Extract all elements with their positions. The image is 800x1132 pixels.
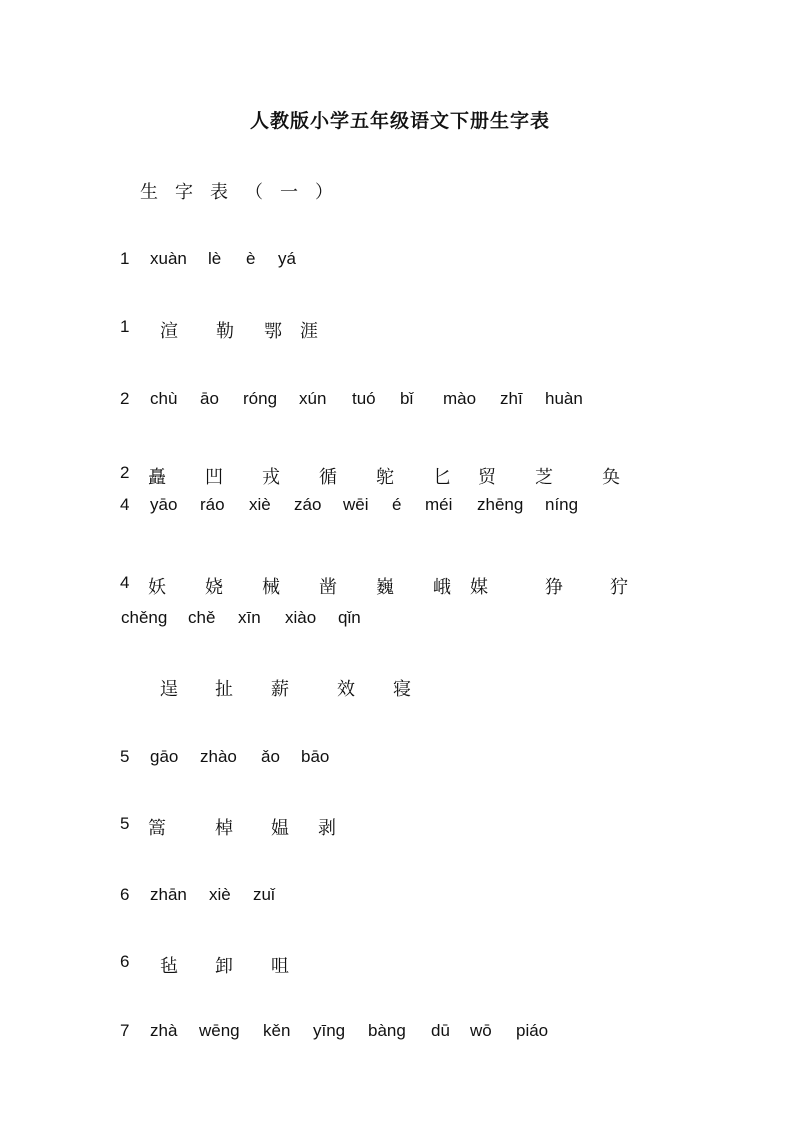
pinyin-item: ráo [200,495,225,514]
pinyin-item: xīn [238,608,261,627]
character-item: 扯 [215,679,233,700]
lesson-number: 6 [120,885,130,904]
character-item: 卸 [215,956,233,977]
document-title: 人教版小学五年级语文下册生字表 [249,110,550,132]
character-item: 循 [319,467,337,488]
character-item: 巍 [376,577,394,598]
pinyin-item: mào [443,389,477,408]
pinyin-item: ǎo [261,747,280,766]
character-item: 矗 [148,467,166,488]
pinyin-item: lè [208,249,222,268]
character-item: 凿 [319,577,337,598]
character-item: 逞 [160,679,178,700]
pinyin-item: yīng [313,1021,346,1040]
character-item: 鸵 [376,467,394,488]
character-item: 咀 [271,956,289,977]
pinyin-item: xún [299,389,327,408]
character-item: 贸 [478,467,496,488]
pinyin-row [0,608,800,634]
pinyin-row [0,1021,800,1047]
character-item: 械 [262,577,280,598]
pinyin-item: níng [545,495,579,514]
pinyin-item: chě [188,608,216,627]
character-item: 鄂 [264,321,282,342]
pinyin-item: āo [200,389,219,408]
pinyin-item: kěn [263,1021,291,1040]
character-item: 毡 [160,956,178,977]
pinyin-item: xiè [249,495,271,514]
character-item: 效 [337,679,355,700]
pinyin-item: è [246,249,256,268]
character-item: 娆 [205,577,223,598]
lesson-number: 1 [120,317,130,336]
hanzi-row [0,573,800,599]
pinyin-item: zhī [500,389,523,408]
lesson-number: 5 [120,747,130,766]
lesson-number: 5 [120,814,130,833]
character-item: 峨 [433,577,451,598]
character-item: 戎 [262,467,280,488]
pinyin-row [0,885,800,911]
lesson-number: 4 [120,573,130,592]
pinyin-item: xuàn [150,249,187,268]
character-item: 剥 [318,818,336,839]
pinyin-item: zhà [150,1021,178,1040]
pinyin-item: piáo [516,1021,549,1040]
pinyin-item: bǐ [400,389,414,408]
pinyin-row [0,249,800,275]
pinyin-item: qǐn [338,608,361,627]
pinyin-row [0,389,800,415]
pinyin-item: róng [243,389,278,408]
lesson-number: 2 [120,389,130,408]
pinyin-item: dū [431,1021,450,1040]
pinyin-item: yāo [150,495,178,514]
pinyin-item: zhào [200,747,237,766]
pinyin-item: yá [278,249,296,268]
pinyin-item: bàng [368,1021,406,1040]
character-item: 勒 [216,321,234,342]
pinyin-item: xiè [209,885,231,904]
lesson-number: 4 [120,495,130,514]
pinyin-item: é [392,495,402,514]
lesson-number: 7 [120,1021,130,1040]
section-heading: 生字表（一） [140,182,350,203]
character-item: 妖 [148,577,166,598]
pinyin-item: méi [425,495,453,514]
character-item: 奂 [602,467,620,488]
character-item: 棹 [215,818,233,839]
pinyin-item: zuǐ [253,885,275,904]
hanzi-row [0,317,800,343]
pinyin-item: bāo [301,747,330,766]
character-item: 匕 [433,467,451,488]
character-item: 狞 [610,577,628,598]
lesson-number: 1 [120,249,130,268]
character-item: 凹 [205,467,223,488]
pinyin-item: tuó [352,389,376,408]
hanzi-row [0,675,800,701]
pinyin-item: wēi [343,495,369,514]
hanzi-row [0,952,800,978]
pinyin-item: zhān [150,885,187,904]
pinyin-item: záo [294,495,322,514]
lesson-number: 6 [120,952,130,971]
pinyin-item: gāo [150,747,179,766]
character-item: 寝 [393,679,411,700]
lesson-number: 2 [120,463,130,482]
character-item: 涯 [300,321,318,342]
hanzi-row [0,463,800,489]
pinyin-item: chěng [121,608,168,627]
character-item: 篙 [148,818,166,839]
character-item: 芝 [535,467,553,488]
pinyin-row [0,747,800,773]
pinyin-item: wō [470,1021,492,1040]
pinyin-item: chù [150,389,178,408]
pinyin-item: zhēng [477,495,524,514]
pinyin-item: huàn [545,389,583,408]
character-item: 狰 [545,577,563,598]
character-item: 媒 [470,577,488,598]
character-item: 渲 [160,321,178,342]
pinyin-item: wēng [199,1021,240,1040]
pinyin-item: xiào [285,608,317,627]
pinyin-row [0,495,800,521]
character-item: 薪 [271,679,289,700]
character-item: 媪 [271,818,289,839]
hanzi-row [0,814,800,840]
